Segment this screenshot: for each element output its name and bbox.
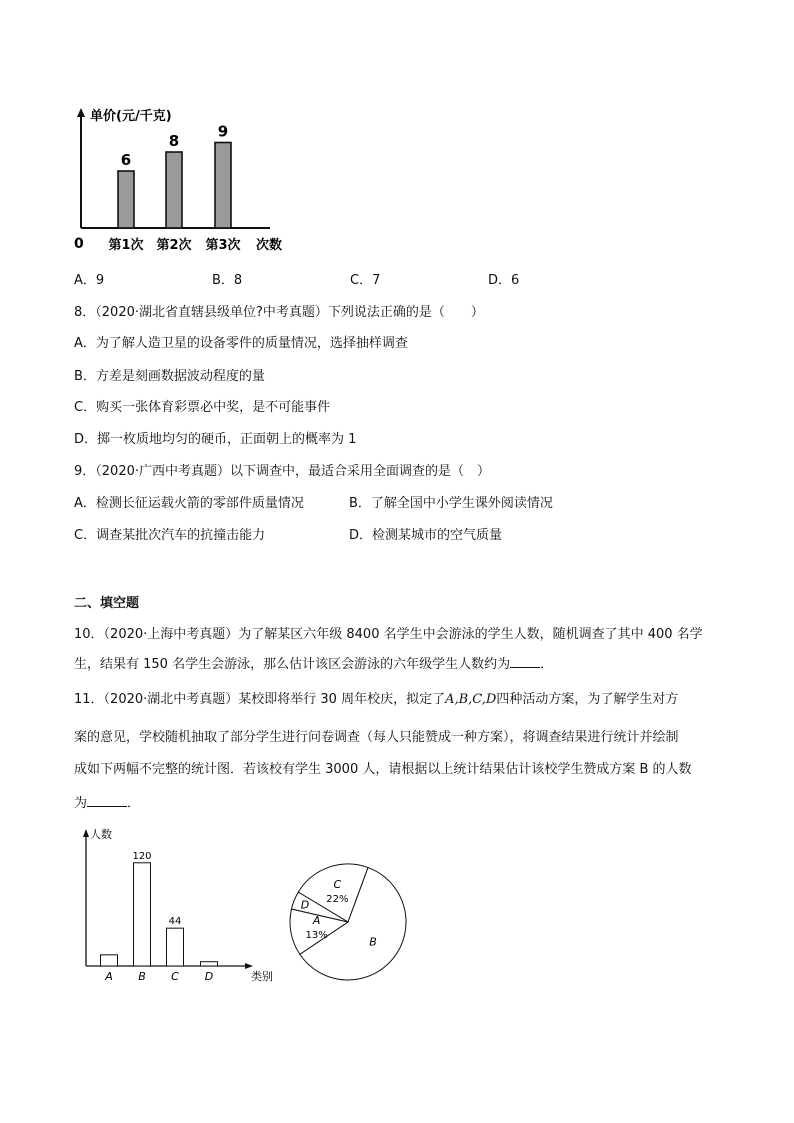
category-label: C: [171, 970, 179, 983]
unit-price-bar-chart: [66, 104, 296, 260]
category-label: B: [138, 970, 146, 983]
q8-option-c[interactable]: C．购买一张体育彩票必中奖，是不可能事件: [74, 400, 331, 415]
category-label: D: [204, 970, 214, 983]
bar-d: [201, 962, 218, 966]
x-axis-label: 类别: [251, 970, 273, 983]
y-axis-arrow: [77, 108, 85, 117]
bar-c: [167, 928, 184, 966]
q11-line-4: [74, 794, 140, 812]
bar-b: [134, 863, 151, 966]
q7-option-c[interactable]: C．7: [350, 273, 381, 288]
origin-label: 0: [74, 236, 84, 252]
people-by-category-bar-chart: [76, 826, 280, 986]
category-label: 第2次: [156, 238, 192, 253]
category-label: A: [105, 970, 113, 983]
q11-text-a: 11．（2020·湖北中考真题）某校即将举行 30 周年校庆，拟定了: [74, 692, 446, 707]
q11-text-b: 四种活动方案，为了解学生对方: [496, 692, 679, 707]
q8-option-a[interactable]: A．为了解人造卫星的设备零件的质量情况，选择抽样调查: [74, 336, 408, 351]
pie-percent-label: 13%: [305, 929, 328, 941]
bar-value-label: 120: [132, 850, 152, 862]
q10-text: 生，结果有 150 名学生会游泳，那么估计该区会游泳的六年级学生人数约为: [74, 657, 511, 672]
bar-value-label: 6: [120, 151, 132, 169]
q9-option-c[interactable]: C．调查某批次汽车的抗撞击能力: [74, 528, 266, 543]
q11-answer-blank[interactable]: [87, 794, 127, 807]
q7-option-b[interactable]: B．8: [212, 273, 243, 288]
q10-line-2: [74, 655, 553, 673]
bar-value-label: 44: [168, 916, 182, 928]
q10-answer-blank[interactable]: [510, 655, 540, 668]
y-axis-label: 单价(元/千克): [90, 109, 172, 124]
y-axis-arrow: [83, 829, 89, 837]
x-axis-label: 次数: [256, 238, 283, 253]
section-heading-fill-in: 二、填空题: [74, 596, 140, 611]
q11-text-4: 为: [74, 796, 88, 811]
q11-line-1: [74, 692, 678, 708]
pie-label: D: [300, 898, 310, 912]
q8-option-b[interactable]: B．方差是刻画数据波动程度的量: [74, 369, 265, 384]
q9-option-d[interactable]: D．检测某城市的空气质量: [349, 528, 503, 543]
bar-value-label: 8: [168, 132, 180, 150]
category-label: 第3次: [205, 238, 241, 253]
q9-stem: 9．（2020·广西中考真题）以下调查中，最适合采用全面调查的是（ ）: [74, 464, 490, 479]
q9-option-b[interactable]: B．了解全国中小学生课外阅读情况: [349, 496, 553, 511]
category-pie-chart: [286, 860, 410, 984]
pie-label: B: [369, 935, 377, 949]
q7-option-d[interactable]: D．6: [488, 273, 520, 288]
q11-math-abcd: A,B,C,D: [445, 692, 497, 707]
bar-a: [101, 955, 118, 966]
q11-line-3: 成如下两幅不完整的统计图．若该校有学生 3000 人，请根据以上统计结果估计该校学生赞成方案 B 的人数: [74, 762, 692, 777]
q10-end: ．: [540, 657, 554, 672]
bar-1: [118, 171, 134, 228]
bar-3: [215, 143, 231, 229]
q7-option-a[interactable]: A．9: [74, 273, 105, 288]
pie-label: C: [333, 877, 342, 891]
q8-stem: 8．（2020·湖北省直辖县级单位?中考真题）下列说法正确的是（ ）: [74, 305, 484, 320]
q10-line-1: 10．（2020·上海中考真题）为了解某区六年级 8400 名学生中会游泳的学生人数，随机调查了其中 400 名学: [74, 627, 703, 642]
pie-label: A: [312, 913, 321, 927]
bar-value-label: 9: [217, 122, 229, 141]
q8-option-d[interactable]: D．掷一枚质地均匀的硬币，正面朝上的概率为 1: [74, 432, 357, 447]
category-label: 第1次: [108, 238, 144, 253]
q11-line-2: 案的意见，学校随机抽取了部分学生进行问卷调查（每人只能赞成一种方案），将调查结果进行统计并绘制: [74, 730, 679, 745]
pie-percent-label: 22%: [326, 893, 349, 905]
bar-2: [166, 152, 182, 228]
x-axis-arrow: [245, 963, 253, 969]
y-axis-label: 人数: [90, 828, 112, 841]
q9-option-a[interactable]: A．检测长征运载火箭的零部件质量情况: [74, 496, 304, 511]
q11-end: ．: [127, 796, 141, 811]
